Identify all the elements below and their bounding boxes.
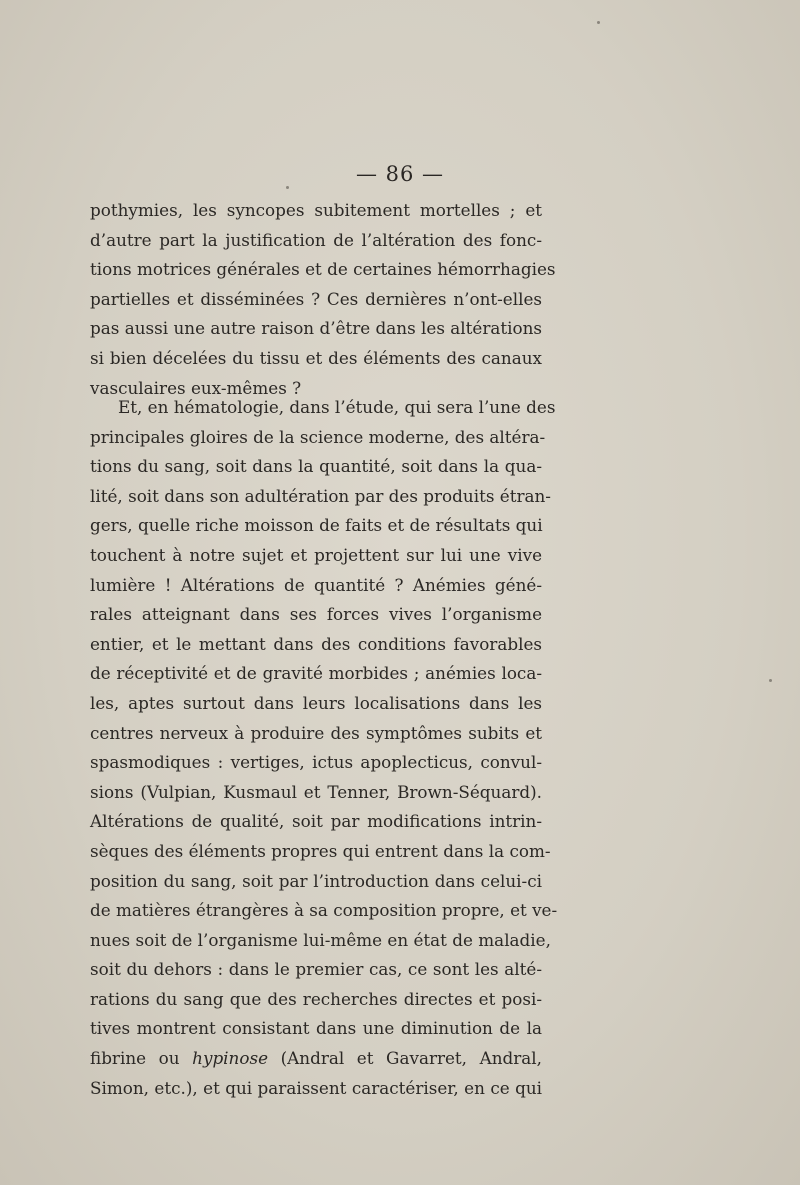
paragraph-1 (90, 196, 556, 403)
text-line: entier, et le mettant dans des conditions favorables (90, 633, 542, 654)
text-line: nues soit de l’organisme lui-même en état de maladie, (90, 929, 551, 950)
text-line: position du sang, soit par l’introduction dans celui-ci (90, 870, 542, 891)
paper-speck (597, 21, 600, 24)
text-line: d’autre part la justification de l’altération des fonc- (90, 229, 542, 250)
text-line: partielles et disséminées ? Ces dernières n’ont-elles (90, 288, 542, 309)
text-line: gers, quelle riche moisson de faits et de résultats qui (90, 515, 543, 536)
paper-speck (769, 679, 772, 682)
text-line: sèques des éléments propres qui entrent dans la com- (90, 840, 551, 861)
text-line: lité, soit dans son adultération par des produits étran- (90, 485, 551, 506)
text-line: Et, en hématologie, dans l’étude, qui sera l’une des (118, 397, 556, 417)
text-line: de réceptivité et de gravité morbides ; anémies loca- (90, 663, 542, 684)
text-line: soit du dehors : dans le premier cas, ce sont les alté- (90, 959, 542, 980)
text-line: Altérations de qualité, soit par modifications intrin- (90, 811, 542, 832)
text-line: lumière ! Altérations de quantité ? Anémies géné- (90, 574, 542, 595)
text-line: pas aussi une autre raison d’être dans les altérations (90, 318, 542, 339)
text-line: rales atteignant dans ses forces vives l’organisme (90, 604, 542, 625)
text-line: sions (Vulpian, Kusmaul et Tenner, Brown-Séquard). (90, 781, 542, 802)
text-line: pothymies, les syncopes subitement mortelles ; et (90, 200, 542, 220)
text-fragment: (Andral et Gavarret, Andral, (268, 1048, 542, 1069)
text-line (90, 1044, 542, 1074)
text-line: principales gloires de la science moderne, des altéra- (90, 426, 546, 447)
text-line: Simon, etc.), et qui paraissent caractériser, en ce qui (90, 1077, 542, 1098)
text-fragment: fibrine ou (90, 1048, 193, 1069)
text-line: les, aptes surtout dans leurs localisations dans les (90, 692, 542, 713)
paper-speck (286, 186, 289, 189)
text-line: touchent à notre sujet et projettent sur lui une vive (90, 544, 542, 565)
italic-term: hypinose (192, 1048, 269, 1069)
text-line: centres nerveux à produire des symptômes subits et (90, 722, 542, 743)
text-line: tions motrices générales et de certaines hémorrhagies (90, 259, 556, 280)
paragraph-2 (90, 393, 558, 1103)
page-number: — 86 — (355, 162, 445, 186)
text-line: rations du sang que des recherches directes et posi- (90, 988, 542, 1009)
text-line: tives montrent consistant dans une diminution de la (90, 1018, 542, 1039)
text-line: spasmodiques : vertiges, ictus apoplecticus, convul- (90, 752, 542, 773)
text-line: vasculaires eux-mêmes ? (90, 377, 302, 398)
text-line: tions du sang, soit dans la quantité, soit dans la qua- (90, 456, 542, 477)
text-line: de matières étrangères à sa composition propre, et ve- (90, 900, 558, 921)
text-line: si bien décelées du tissu et des éléments des canaux (90, 347, 542, 368)
